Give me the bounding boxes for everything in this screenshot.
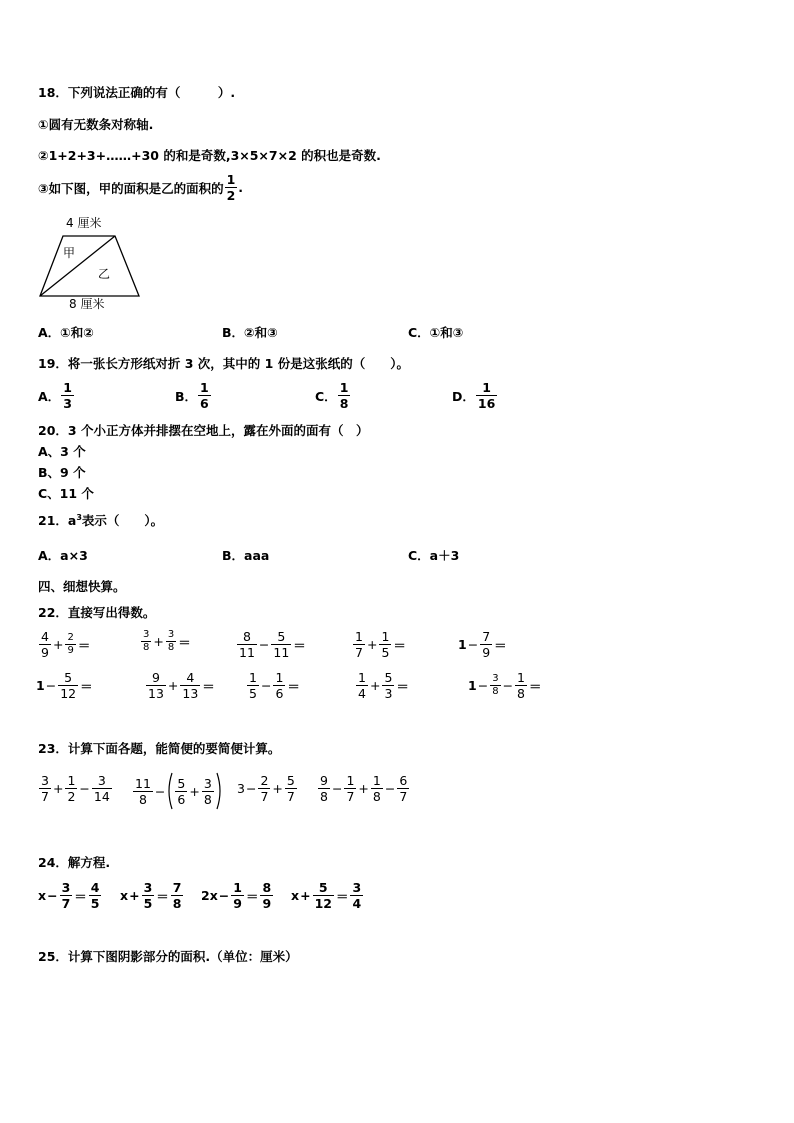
fraction-numerator: 5 xyxy=(384,670,393,685)
fraction-numerator: 3 xyxy=(97,773,106,788)
fraction xyxy=(92,773,112,804)
equals-sign: ＝ xyxy=(80,678,93,694)
number: 1 xyxy=(36,678,45,693)
fraction-numerator: 5 xyxy=(177,775,186,791)
fraction xyxy=(260,880,273,911)
fraction-denominator: 8 xyxy=(138,791,147,807)
fraction xyxy=(476,380,497,411)
q19-option-c[interactable] xyxy=(315,380,351,411)
fraction-denominator: 7 xyxy=(399,789,408,804)
fraction xyxy=(515,670,527,701)
fraction-numerator: 3 xyxy=(143,629,150,640)
fraction xyxy=(65,632,75,657)
fraction-denominator: 6 xyxy=(275,686,284,701)
fraction xyxy=(180,670,200,701)
fraction-numerator: 3 xyxy=(352,880,362,895)
variable: x xyxy=(38,888,47,903)
fraction-numerator: 1 xyxy=(346,773,355,788)
fraction-numerator: 2 xyxy=(260,773,269,788)
operator: − xyxy=(245,781,257,796)
fraction xyxy=(350,880,363,911)
fraction-denominator: 14 xyxy=(93,789,110,804)
fraction-numerator: 5 xyxy=(318,880,328,895)
q21-option-c[interactable]: C．a＋3 xyxy=(408,548,460,563)
q25-stem: 25．计算下图阴影部分的面积.（单位：厘米） xyxy=(38,949,298,964)
operator: − xyxy=(47,888,58,903)
q20-option-a[interactable]: A、3 个 xyxy=(38,444,86,459)
fraction xyxy=(247,670,259,701)
q22-expr-8 xyxy=(246,670,301,701)
fraction-denominator: 4 xyxy=(352,896,362,911)
number: 1 xyxy=(458,637,467,652)
operator: − xyxy=(477,678,489,693)
q21-stem xyxy=(38,511,163,529)
fraction-denominator: 9 xyxy=(482,645,491,660)
fraction-numerator: 3 xyxy=(61,880,71,895)
fraction-denominator: 8 xyxy=(172,896,182,911)
fraction-denominator: 11 xyxy=(239,645,255,660)
option-label: B． xyxy=(175,388,198,404)
fraction-denominator: 12 xyxy=(314,896,332,911)
fraction-denominator: 8 xyxy=(492,686,499,697)
operator: + xyxy=(167,678,179,693)
operator: − xyxy=(45,678,57,693)
q21-exponent: 3 xyxy=(76,512,82,522)
fraction-denominator: 7 xyxy=(260,789,269,804)
fraction-numerator: 1 xyxy=(275,670,284,685)
fraction-numerator: 5 xyxy=(277,629,286,644)
operator: + xyxy=(358,781,369,796)
q18-option-b[interactable]: B．②和③ xyxy=(222,325,278,340)
fraction-denominator: 4 xyxy=(358,686,366,701)
fraction-denominator: 9 xyxy=(233,896,242,911)
operator: − xyxy=(384,781,396,796)
fraction xyxy=(39,773,51,804)
left-paren xyxy=(166,771,174,811)
equals-sign: ＝ xyxy=(293,637,306,653)
fraction xyxy=(58,670,78,701)
q22-stem: 22．直接写出得数。 xyxy=(38,605,156,620)
fraction xyxy=(480,629,492,660)
fraction xyxy=(313,880,334,911)
q18-statement-3-end: . xyxy=(238,180,244,195)
q22-expr-7 xyxy=(145,670,216,701)
fraction-numerator: 1 xyxy=(358,670,366,685)
operator: − xyxy=(218,888,230,903)
fraction-numerator: 1 xyxy=(226,172,236,187)
operator: + xyxy=(272,781,283,796)
fig-top-label: 4 厘米 xyxy=(66,216,102,230)
fraction-numerator: 4 xyxy=(90,880,100,895)
fraction-numerator: 5 xyxy=(286,773,295,788)
fraction xyxy=(65,773,77,804)
q22-expr-5 xyxy=(458,629,508,660)
q22-expr-6 xyxy=(36,670,94,701)
operator: − xyxy=(79,781,90,796)
option-label: C． xyxy=(315,388,337,404)
fraction-numerator: 1 xyxy=(381,629,390,644)
fraction-numerator: 8 xyxy=(242,629,251,644)
q23-expr-2 xyxy=(132,771,223,811)
operator: + xyxy=(52,781,64,796)
fraction xyxy=(171,880,184,911)
fraction xyxy=(237,629,257,660)
fig-jia-label: 甲 xyxy=(63,246,76,260)
fraction-denominator: 9 xyxy=(262,896,272,911)
fraction-numerator: 1 xyxy=(63,380,72,395)
trapezoid-figure xyxy=(36,212,146,312)
fraction xyxy=(273,670,285,701)
fraction-denominator: 8 xyxy=(372,789,381,804)
q18-statement-1: ①圆有无数条对称轴. xyxy=(38,117,154,132)
q23-expr-4 xyxy=(317,773,410,804)
fraction-numerator: 1 xyxy=(355,629,363,644)
q20-option-c[interactable]: C、11 个 xyxy=(38,486,94,501)
equals-sign: ＝ xyxy=(396,678,409,694)
fraction xyxy=(202,776,214,807)
fraction-numerator: 1 xyxy=(482,380,491,395)
operator: + xyxy=(189,783,200,799)
fraction-denominator: 3 xyxy=(384,686,393,701)
fraction-denominator: 13 xyxy=(148,686,164,701)
fraction-numerator: 8 xyxy=(262,880,272,895)
operator: − xyxy=(331,781,343,796)
fraction xyxy=(133,776,153,807)
fraction xyxy=(490,673,500,698)
fraction xyxy=(271,629,291,660)
fraction-denominator: 8 xyxy=(320,789,328,804)
fraction-numerator: 1 xyxy=(249,670,257,685)
q18-statement-2: ②1+2+3+……+30 的和是奇数,3×5×7×2 的积也是奇数. xyxy=(38,148,381,163)
q19-option-d[interactable] xyxy=(452,380,498,411)
operator: − xyxy=(154,783,166,799)
fraction-denominator: 9 xyxy=(41,645,49,660)
operator: + xyxy=(300,888,311,903)
fraction-denominator: 7 xyxy=(61,896,71,911)
fraction-denominator: 8 xyxy=(517,686,525,701)
fraction xyxy=(175,776,187,807)
fraction-numerator: 7 xyxy=(172,880,182,895)
fraction-denominator: 2 xyxy=(226,188,236,203)
fraction-numerator: 3 xyxy=(143,880,153,895)
fraction-denominator: 6 xyxy=(200,396,209,411)
equals-sign: ＝ xyxy=(156,888,169,904)
fraction xyxy=(353,629,365,660)
fraction xyxy=(338,380,351,411)
fraction-denominator: 7 xyxy=(355,645,363,660)
number: 1 xyxy=(468,678,477,693)
equals-sign: ＝ xyxy=(529,678,542,694)
fraction-denominator: 11 xyxy=(273,645,290,660)
fraction-numerator: 1 xyxy=(67,773,76,788)
q19-option-b[interactable] xyxy=(175,380,212,411)
number: 3 xyxy=(237,781,245,796)
equals-sign: ＝ xyxy=(77,637,91,653)
variable: x xyxy=(120,888,129,903)
fraction-numerator: 1 xyxy=(517,670,525,685)
operator: + xyxy=(366,637,378,652)
fraction-denominator: 7 xyxy=(41,789,49,804)
fraction-denominator: 8 xyxy=(203,791,212,807)
right-paren xyxy=(215,771,223,811)
fraction-numerator: 6 xyxy=(399,773,408,788)
fraction xyxy=(231,880,244,911)
fraction xyxy=(344,773,356,804)
equals-sign: ＝ xyxy=(393,637,406,653)
fraction xyxy=(371,773,383,804)
operator: − xyxy=(260,678,272,693)
fraction-denominator: 13 xyxy=(182,686,199,701)
fraction-numerator: 4 xyxy=(41,629,49,644)
fraction xyxy=(258,773,270,804)
equals-sign: ＝ xyxy=(178,634,191,650)
fraction xyxy=(166,629,176,654)
equals-sign: ＝ xyxy=(287,678,300,694)
q24-equation-3 xyxy=(201,880,274,911)
fraction-numerator: 1 xyxy=(233,880,242,895)
fraction-numerator: 5 xyxy=(64,670,73,685)
fig-bottom-label: 8 厘米 xyxy=(69,297,105,311)
q20-option-b[interactable]: B、9 个 xyxy=(38,465,86,480)
fraction-numerator: 1 xyxy=(372,773,381,788)
variable: 2x xyxy=(201,888,218,903)
q23-stem: 23．计算下面各题，能简便的要简便计算。 xyxy=(38,741,281,756)
fraction-denominator: 5 xyxy=(249,686,257,701)
fraction-numerator: 3 xyxy=(203,775,212,791)
q18-option-c[interactable]: C．①和③ xyxy=(408,325,464,340)
variable: x xyxy=(291,888,300,903)
operator: − xyxy=(502,678,514,693)
fraction xyxy=(89,880,102,911)
q22-expr-10 xyxy=(468,670,543,701)
q24-equation-4 xyxy=(291,880,364,911)
operator: + xyxy=(129,888,140,903)
fraction xyxy=(382,670,394,701)
fraction xyxy=(61,380,74,411)
fraction-numerator: 4 xyxy=(186,670,195,685)
q23-expr-3 xyxy=(237,773,298,804)
fraction-denominator: 7 xyxy=(346,789,355,804)
fraction-denominator: 7 xyxy=(286,789,295,804)
fraction-denominator: 5 xyxy=(381,645,390,660)
fraction-denominator: 12 xyxy=(60,686,77,701)
q22-expr-3 xyxy=(236,629,307,660)
q22-expr-2 xyxy=(140,629,192,654)
operator: + xyxy=(52,637,64,652)
fraction-numerator: 9 xyxy=(320,773,328,788)
q24-equation-2 xyxy=(120,880,184,911)
fraction xyxy=(225,172,238,203)
operator: + xyxy=(153,634,164,649)
equals-sign: ＝ xyxy=(494,637,507,653)
q18-statement-3 xyxy=(38,172,243,203)
q21-stem-post: 表示（ ）。 xyxy=(81,513,164,528)
q19-option-a[interactable] xyxy=(38,380,75,411)
q24-stem: 24．解方程. xyxy=(38,855,111,870)
q24-equation-1 xyxy=(38,880,102,911)
fraction xyxy=(146,670,166,701)
option-label: A． xyxy=(38,388,61,404)
fraction-denominator: 2 xyxy=(67,789,76,804)
operator: − xyxy=(258,637,270,652)
fraction-numerator: 3 xyxy=(167,629,175,640)
fraction-numerator: 1 xyxy=(200,380,209,395)
q21-stem-pre: 21．a xyxy=(38,513,77,528)
fraction-denominator: 8 xyxy=(339,396,349,411)
q20-stem: 20．3 个小正方体并排摆在空地上，露在外面的面有（ ） xyxy=(38,423,369,438)
fraction-numerator: 7 xyxy=(482,629,491,644)
fraction xyxy=(397,773,409,804)
fraction-denominator: 3 xyxy=(63,396,72,411)
equals-sign: ＝ xyxy=(74,888,87,904)
fraction-denominator: 6 xyxy=(177,791,186,807)
fraction xyxy=(198,380,211,411)
equals-sign: ＝ xyxy=(245,888,259,904)
fraction-numerator: 11 xyxy=(135,775,151,791)
equals-sign: ＝ xyxy=(335,888,349,904)
fraction-numerator: 2 xyxy=(67,632,74,643)
fraction xyxy=(318,773,330,804)
operator: − xyxy=(467,637,479,652)
q23-expr-1 xyxy=(38,773,113,804)
fraction xyxy=(356,670,368,701)
q21-option-a[interactable]: A．a×3 xyxy=(38,548,88,563)
fraction-denominator: 5 xyxy=(90,896,100,911)
fraction-denominator: 8 xyxy=(167,642,175,653)
q19-stem: 19．将一张长方形纸对折 3 次，其中的 1 份是这张纸的（ ）。 xyxy=(38,356,409,371)
fraction xyxy=(141,629,151,654)
fraction-numerator: 1 xyxy=(339,380,349,395)
q22-expr-4 xyxy=(352,629,407,660)
option-label: D． xyxy=(452,388,475,404)
fraction-denominator: 5 xyxy=(143,896,153,911)
q22-expr-9 xyxy=(355,670,410,701)
fraction-numerator: 3 xyxy=(492,673,499,684)
q21-option-b[interactable]: B．aaa xyxy=(222,548,270,563)
q18-stem: 18．下列说法正确的有（ ）. xyxy=(38,85,236,100)
fraction-denominator: 9 xyxy=(67,645,74,656)
fraction-denominator: 16 xyxy=(477,396,496,411)
operator: + xyxy=(369,678,381,693)
equals-sign: ＝ xyxy=(202,678,215,694)
fraction xyxy=(60,880,73,911)
fraction xyxy=(39,629,51,660)
trapezoid-shape xyxy=(40,236,139,296)
q18-statement-3-text: ③如下图，甲的面积是乙的面积的 xyxy=(38,180,224,196)
fraction-numerator: 9 xyxy=(151,670,160,685)
q22-expr-1 xyxy=(38,629,91,660)
fraction xyxy=(285,773,297,804)
fraction-denominator: 8 xyxy=(143,642,150,653)
fraction xyxy=(379,629,391,660)
fraction-numerator: 3 xyxy=(41,773,49,788)
fraction xyxy=(142,880,155,911)
q18-option-a[interactable]: A．①和② xyxy=(38,325,94,340)
fig-yi-label: 乙 xyxy=(98,267,111,281)
section-4-title: 四、细想快算。 xyxy=(38,579,126,594)
